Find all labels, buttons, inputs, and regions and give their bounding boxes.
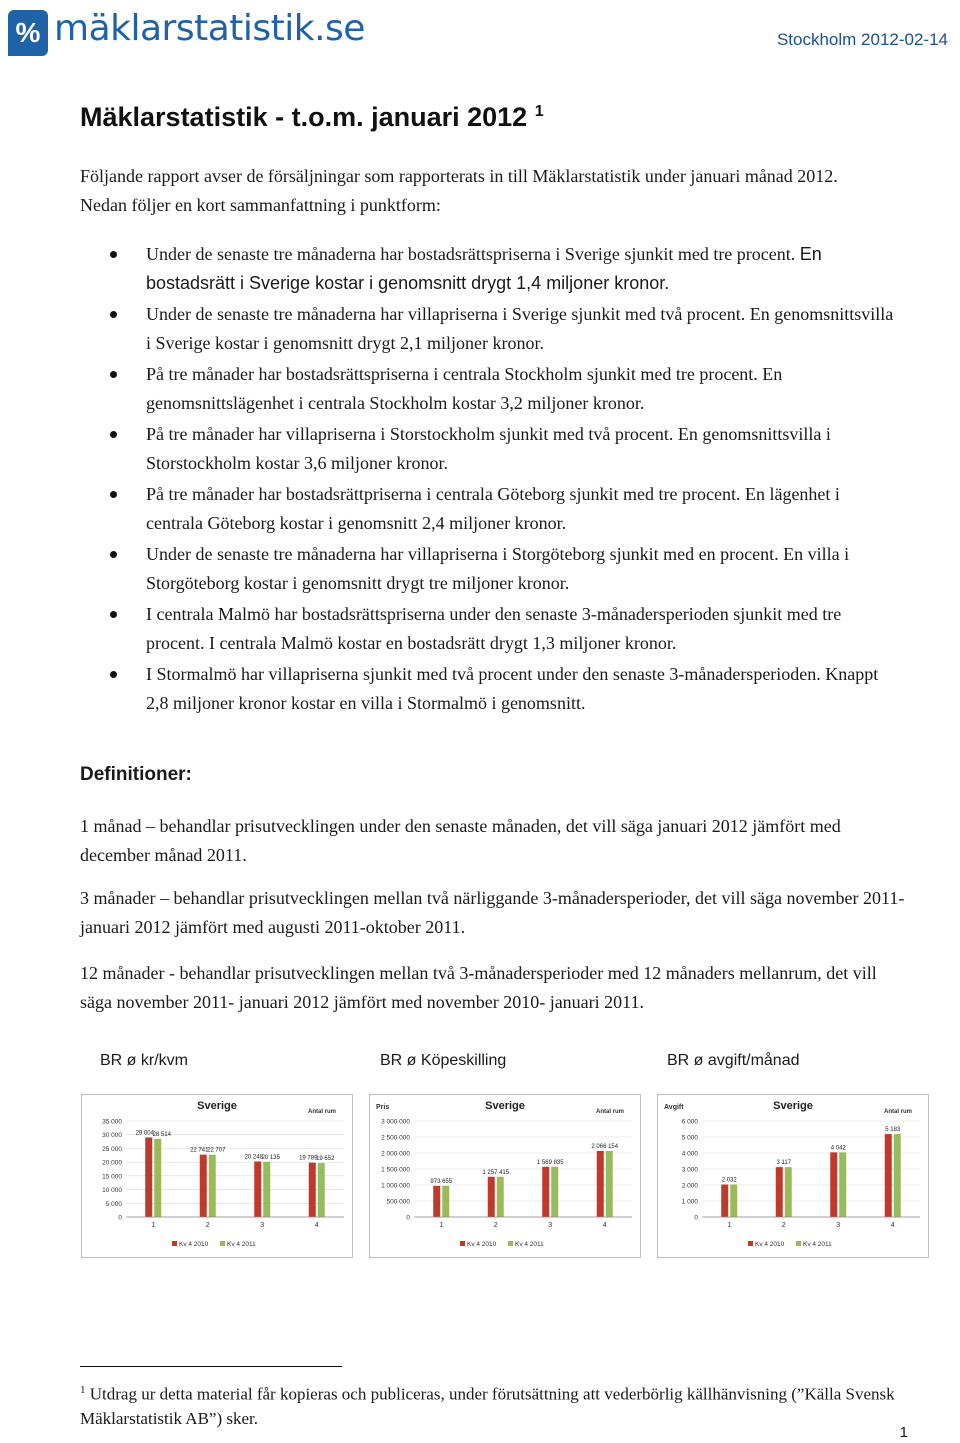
legend-label: Kv 4 2010 — [755, 1241, 785, 1248]
bar — [606, 1151, 613, 1217]
legend-swatch — [460, 1241, 465, 1246]
y-tick-label: 2 000 000 — [381, 1150, 410, 1158]
legend-swatch — [796, 1241, 801, 1246]
logo — [6, 6, 365, 62]
y-tick-label: 30 000 — [102, 1132, 122, 1140]
chart-label-kr-kvm: BR ø kr/kvm — [100, 1052, 188, 1069]
data-label: 22 741 — [190, 1147, 209, 1154]
bar — [442, 1186, 449, 1217]
list-item: Under de senaste tre månaderna har villapriserna i Storgöteborg sjunkit med en procent. En villa i Storgöteborg kostar i genomsnitt drygt tre miljoner kronor. — [80, 540, 900, 598]
legend-swatch — [748, 1241, 753, 1246]
bar — [551, 1167, 558, 1217]
chart-kopeskilling — [369, 1094, 641, 1258]
bar — [597, 1151, 604, 1217]
page-title: Mäklarstatistik - t.o.m. januari 2012 $^1$ — [80, 102, 544, 132]
chart-svg — [370, 1095, 640, 1257]
chart-svg — [658, 1095, 928, 1257]
legend-swatch — [220, 1241, 225, 1246]
summary-list — [80, 240, 900, 720]
bar — [154, 1139, 161, 1217]
list-item: På tre månader har bostadsrättpriserna i centrala Göteborg sjunkit med tre procent. En lägenhet i centrala Göteborg kostar i genomsnitt 2,4 miljoner kronor. — [80, 480, 900, 538]
bullet-icon — [110, 611, 117, 618]
y-tick-label: 4 000 — [681, 1150, 698, 1158]
bar — [254, 1161, 261, 1217]
legend-label: Kv 4 2010 — [179, 1241, 209, 1248]
definition-3-months: 3 månader – behandlar prisutvecklingen mellan två närliggande 3-månadersperioder, det vill säga november 2011-januari 2012 jämfört med augusti 2011-oktober 2011. — [80, 888, 905, 937]
bar — [839, 1152, 846, 1217]
chart-svg — [82, 1095, 352, 1257]
legend-swatch — [172, 1241, 177, 1246]
bar — [730, 1184, 737, 1217]
x-tick-label: 1 — [439, 1222, 444, 1229]
definitions-heading: Definitioner: — [80, 764, 192, 785]
y-tick-label: 15 000 — [102, 1173, 122, 1181]
bar — [318, 1163, 325, 1217]
bar — [488, 1177, 495, 1217]
definition-12-months: 12 månader - behandlar prisutvecklingen mellan två 3-månadersperioder med 12 månaders mellanrum, det vill säga november 2011- januari 2012 jämfört med november 2010- januari 2011. — [80, 963, 877, 1012]
data-label: 28 514 — [152, 1131, 171, 1138]
y-tick-label: 1 000 000 — [381, 1182, 410, 1190]
data-label: 20 248 — [244, 1154, 263, 1161]
bullet-icon — [110, 311, 117, 318]
bar — [309, 1163, 316, 1217]
chart-title: Sverige — [197, 1100, 237, 1112]
y-tick-label: 3 000 — [681, 1166, 698, 1174]
x-tick-label: 3 — [836, 1222, 841, 1229]
page-number: 1 — [899, 1424, 908, 1441]
chart-label-kopeskilling: BR ø Köpeskilling — [380, 1052, 507, 1069]
x-tick-label: 2 — [493, 1222, 498, 1229]
chart-label-avgift: BR ø avgift/månad — [667, 1052, 800, 1069]
y-tick-label: 5 000 — [105, 1200, 122, 1208]
y-tick-label: 25 000 — [102, 1145, 122, 1153]
bar — [497, 1177, 504, 1217]
legend-swatch — [508, 1241, 513, 1246]
bar — [785, 1167, 792, 1217]
y-tick-label: 0 — [406, 1214, 410, 1222]
x-tick-label: 1 — [151, 1222, 156, 1229]
footnote-divider — [80, 1366, 342, 1367]
x-tick-label: 2 — [205, 1222, 210, 1229]
list-item: På tre månader har bostadsrättspriserna i centrala Stockholm sjunkit med tre procent. En genomsnittslägenhet i centrala Stockholm kostar 3,2 miljoner kronor. — [80, 360, 900, 418]
y-tick-label: 0 — [118, 1214, 122, 1222]
y-axis-label: Avgift — [664, 1104, 684, 1111]
legend-title: Antal rum — [883, 1109, 912, 1115]
percent-badge-icon: % — [8, 10, 48, 56]
bar — [885, 1134, 892, 1217]
intro-paragraph: Följande rapport avser de försäljningar som rapporterats in till Mäklarstatistik under januari månad 2012. Nedan följer en kort sammanfattning i punktform: — [80, 166, 838, 215]
definition-1-month: 1 månad – behandlar prisutvecklingen under den senaste månaden, det vill säga januari 2012 jämfört med december månad 2011. — [80, 816, 841, 865]
y-tick-label: 20 000 — [102, 1159, 122, 1167]
y-tick-label: 5 000 — [681, 1134, 698, 1142]
x-tick-label: 1 — [727, 1222, 732, 1229]
bullet-icon — [110, 371, 117, 378]
data-label: 1 257 415 — [482, 1169, 510, 1176]
bullet-icon — [110, 431, 117, 438]
y-axis-label: Pris — [376, 1104, 390, 1111]
data-label: 5 183 — [885, 1127, 901, 1134]
y-tick-label: 3 000 000 — [381, 1118, 410, 1126]
list-item: Under de senaste tre månaderna har villapriserna i Sverige sjunkit med två procent. En genomsnittsvilla i Sverige kostar i genomsnitt drygt 2,1 miljoner kronor. — [80, 300, 900, 358]
list-item: I Stormalmö har villapriserna sjunkit med två procent under den senaste 3-månadersperioden. Knappt 2,8 miljoner kronor kostar en villa i Stormalmö i genomsnitt. — [80, 660, 900, 718]
y-tick-label: 6 000 — [681, 1118, 698, 1126]
data-label: 19 789 — [299, 1155, 318, 1162]
x-tick-label: 4 — [314, 1222, 319, 1229]
legend-label: Kv 4 2011 — [803, 1241, 832, 1248]
data-label: 2 032 — [721, 1177, 737, 1184]
bar — [145, 1137, 152, 1217]
list-item: På tre månader har villapriserna i Storstockholm sjunkit med två procent. En genomsnittsvilla i Storstockholm kostar 3,6 miljoner kronor. — [80, 420, 900, 478]
data-label: 1 569 835 — [536, 1159, 564, 1166]
bar — [894, 1134, 901, 1217]
logo-text: mäklarstatistik.se — [54, 8, 365, 49]
x-tick-label: 3 — [548, 1222, 553, 1229]
data-label: 19 652 — [316, 1156, 335, 1163]
y-tick-label: 2 500 000 — [381, 1134, 410, 1142]
bullet-icon — [110, 551, 117, 558]
bar — [830, 1152, 837, 1217]
bar — [200, 1155, 207, 1217]
legend-label: Kv 4 2010 — [467, 1241, 497, 1248]
y-tick-label: 0 — [694, 1214, 698, 1222]
x-tick-label: 4 — [602, 1222, 607, 1229]
x-tick-label: 4 — [890, 1222, 895, 1229]
data-label: 22 707 — [207, 1147, 226, 1154]
bar — [776, 1167, 783, 1217]
header-date: Stockholm 2012-02-14 — [776, 30, 948, 49]
chart-avgift — [657, 1094, 929, 1258]
data-label: 20 135 — [261, 1154, 280, 1161]
bar — [433, 1186, 440, 1217]
x-tick-label: 2 — [781, 1222, 786, 1229]
chart-title: Sverige — [485, 1100, 525, 1112]
chart-kr-kvm — [81, 1094, 353, 1258]
bar — [209, 1155, 216, 1217]
bar — [542, 1167, 549, 1217]
data-label: 29 004 — [135, 1130, 154, 1137]
y-tick-label: 2 000 — [681, 1182, 698, 1190]
y-tick-label: 1 000 — [681, 1198, 698, 1206]
bullet-icon — [110, 251, 117, 258]
bar — [263, 1162, 270, 1217]
data-label: 973 655 — [430, 1178, 453, 1185]
footnote: $^1$ Utdrag ur detta material får kopieras och publiceras, under förutsättning att vederbörlig källhänvisning (”Källa Svensk Mäklarstatistik AB”) sker. — [80, 1384, 895, 1428]
y-tick-label: 35 000 — [102, 1118, 122, 1126]
data-label: 3 117 — [776, 1160, 792, 1167]
bullet-icon — [110, 491, 117, 498]
legend-title: Antal rum — [307, 1109, 336, 1115]
y-tick-label: 500 000 — [386, 1198, 410, 1206]
y-tick-label: 1 500 000 — [381, 1166, 410, 1174]
y-tick-label: 10 000 — [102, 1187, 122, 1195]
list-item: Under de senaste tre månaderna har bostadsrättspriserna i Sverige sjunkit med tre procent. En bostadsrätt i Sverige kostar i genomsnitt drygt 1,4 miljoner kronor. — [80, 240, 900, 298]
x-tick-label: 3 — [260, 1222, 265, 1229]
legend-label: Kv 4 2011 — [227, 1241, 256, 1248]
chart-title: Sverige — [773, 1100, 813, 1112]
data-label: 4 042 — [830, 1145, 846, 1152]
bar — [721, 1184, 728, 1217]
data-label: 2 066 154 — [591, 1143, 619, 1150]
legend-title: Antal rum — [595, 1109, 624, 1115]
legend-label: Kv 4 2011 — [515, 1241, 544, 1248]
list-item: I centrala Malmö har bostadsrättspriserna under den senaste 3-månadersperioden sjunkit med tre procent. I centrala Malmö kostar en bostadsrätt drygt 1,3 miljoner kronor. — [80, 600, 900, 658]
bullet-icon — [110, 671, 117, 678]
